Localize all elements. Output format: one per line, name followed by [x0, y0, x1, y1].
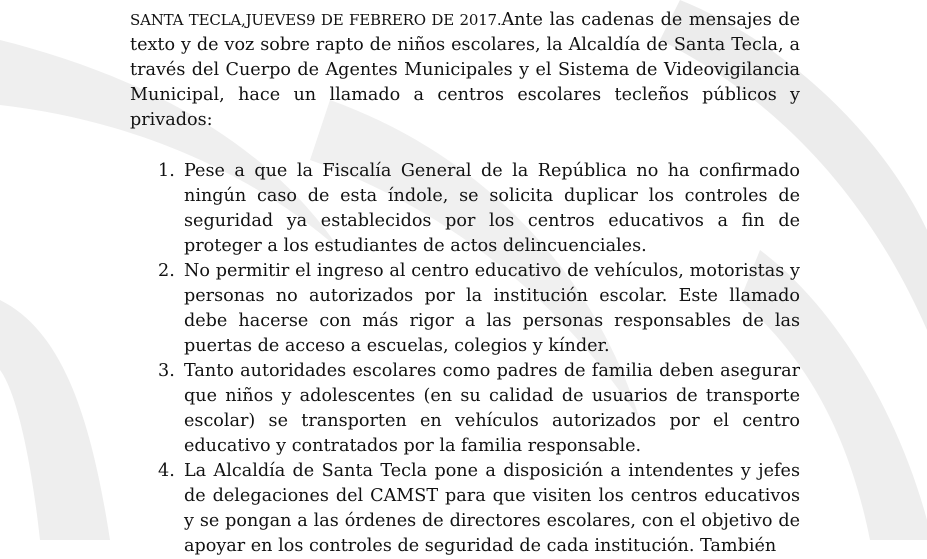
list-item-text: No permitir el ingreso al centro educativo de vehículos, motoristas y personas no autorizados por la institución escolar. Este llamado debe hacerse con más rigor a las personas responsables de las puertas de acceso a escuelas, colegios y kínder. [184, 261, 800, 356]
list-item-text: Tanto autoridades escolares como padres de familia deben asegurar que niños y adolescentes (en su calidad de usuarios de transporte escolar) se transporten en vehículos autorizados por el centro educativo y contratados por la familia responsable. [184, 361, 800, 456]
document-body [130, 8, 800, 559]
intro-text: Ante las cadenas de mensajes de texto y de voz sobre rapto de niños escolares, la Alcaldía de Santa Tecla, a través del Cuerpo de Agentes Municipales y el Sistema de Videovigilancia Municipal, hace un llamado a centros escolares tecleños públicos y privados: [130, 10, 800, 130]
list-item-text: Pese a que la Fiscalía General de la República no ha confirmado ningún caso de esta índole, se solicita duplicar los controles de seguridad ya establecidos por los centros educativos a fin de proteger a los estudiantes de actos delincuenciales. [184, 161, 800, 256]
list-item [130, 359, 800, 459]
list-item [130, 159, 800, 259]
list-item-number: 2. [158, 261, 175, 281]
list-item [130, 459, 800, 559]
intro-paragraph [130, 8, 800, 133]
dateline: SANTA TECLA,JUEVES9 DE FEBRERO DE 2017. [130, 11, 502, 29]
list-item-number: 4. [158, 461, 175, 481]
list-item-text: La Alcaldía de Santa Tecla pone a disposición a intendentes y jefes de delegaciones del CAMST para que visiten los centros educativos y se pongan a las órdenes de directores escolares, con el objetivo de apoyar en los controles de seguridad de cada institución. También [184, 461, 800, 556]
watermark-swoosh-left [0, 300, 110, 540]
list-item [130, 259, 800, 359]
list-item-number: 1. [158, 161, 175, 181]
numbered-list [130, 159, 800, 559]
list-item-number: 3. [158, 361, 175, 381]
